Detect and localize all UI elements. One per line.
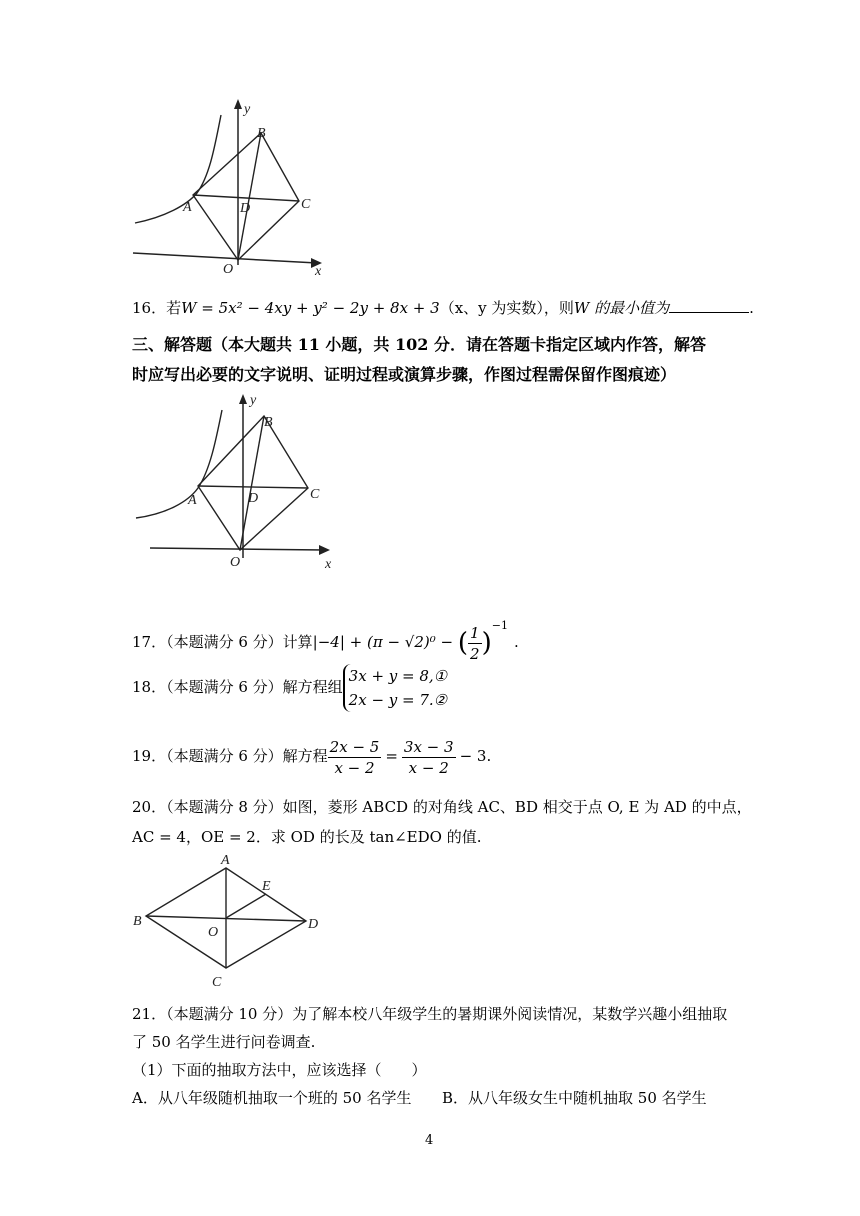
figure-coordinate-square-mid [130,390,345,575]
answer-blank [669,298,749,313]
segment-OE [226,894,266,918]
question-20 [132,792,752,852]
label-x: x [315,264,322,279]
q18-equation-1: 3x + y = 8,① [348,667,448,685]
section-3-line-1: 三、解答题（本大题共 11 小题，共 102 分．请在答题卡指定区域内作答，解答 [132,335,706,354]
q16-condition: （x、y 为实数），则 [439,299,574,317]
label-E: E [262,879,271,894]
label-C: C [301,197,311,212]
q19-left-den: x − 2 [334,758,375,777]
label-O: O [223,262,234,277]
page-number: 4 [425,1133,434,1148]
label-C: C [212,975,222,990]
x-axis [150,548,325,550]
label-C: C [310,487,320,502]
label-A: A [221,853,230,868]
option-A: A．从八年级随机抽取一个班的 50 名学生 [132,1089,412,1107]
question-17 [132,604,519,665]
q19-left-num: 2x − 5 [329,737,380,756]
figure-rhombus [128,850,333,990]
q16-tail: W 的最小值为 [573,299,670,317]
label-A: A [188,493,197,508]
square-ABCO [198,416,308,550]
q17-frac-num: 1 [470,623,480,642]
q17-expression: |−4| + (π − √2)⁰ − [312,633,458,651]
option-B: B．从八年级女生中随机抽取 50 名学生 [442,1089,707,1107]
q18-prefix: 18．（本题满分 6 分）解方程组 [132,678,343,696]
q19-left-fraction [328,737,382,778]
label-D: D [240,201,251,216]
right-paren: ) [481,628,492,658]
label-O: O [230,555,241,570]
q19-right-fraction [402,737,456,778]
label-B: B [133,914,142,929]
q19-prefix: 19．（本题满分 6 分）解方程 [132,747,328,765]
question-16 [132,297,754,319]
label-A: A [183,200,192,215]
question-19 [132,732,491,780]
q17-frac-den: 2 [470,644,480,663]
y-axis-arrow [234,99,242,109]
label-O: O [208,925,219,940]
equation-system [343,664,447,712]
figure-coordinate-square-top [125,95,340,280]
q19-right-num: 3x − 3 [403,737,454,756]
x-axis-arrow [319,545,330,555]
q19-right-den: x − 2 [408,758,449,777]
hyperbola-curve [135,115,221,223]
q17-prefix: 17．（本题满分 6 分）计算 [132,633,313,651]
q19-equals: = [385,747,398,765]
q16-expression: W = 5x² − 4xy + y² − 2y + 8x + 3 [181,299,440,317]
q21-sub-question-1: （1）下面的抽取方法中，应该选择（ ） [132,1061,427,1079]
section-3-line-2: 时应写出必要的文字说明、证明过程或演算步骤，作图过程需保留作图痕迹） [132,365,677,384]
label-D: D [308,917,319,932]
label-D: D [248,491,259,506]
label-x: x [325,557,332,572]
q19-tail: − 3. [459,747,492,765]
question-21 [132,1000,727,1112]
label-y: y [250,393,257,408]
q16-end: . [749,299,754,317]
q18-equation-2: 2x − y = 7.② [348,691,448,709]
q21-line-2: 了 50 名学生进行问卷调查. [132,1033,316,1051]
q21-options [132,1084,727,1112]
diagonal-AC [198,486,308,488]
q20-line-1: 20．（本题满分 8 分）如图，菱形 ABCD 的对角线 AC、BD 相交于点 O, E 为 AD 的中点， [132,798,752,816]
label-y: y [244,102,251,117]
left-paren: ( [457,628,469,658]
label-B: B [257,126,266,141]
y-axis-arrow [239,394,247,404]
q21-line-1: 21．（本题满分 10 分）为了解本校八年级学生的暑期课外阅读情况，某数学兴趣小组抽取 [132,1005,728,1023]
question-18 [132,662,447,712]
q17-exponent: −1 [491,619,508,632]
label-B: B [264,415,273,430]
q16-number: 16．若 [132,299,182,317]
q17-fraction [468,623,482,664]
section-3-heading [132,330,706,390]
q20-line-2: AC = 4，OE = 2．求 OD 的长及 tan∠EDO 的值. [132,828,482,846]
q17-end: . [513,633,519,651]
